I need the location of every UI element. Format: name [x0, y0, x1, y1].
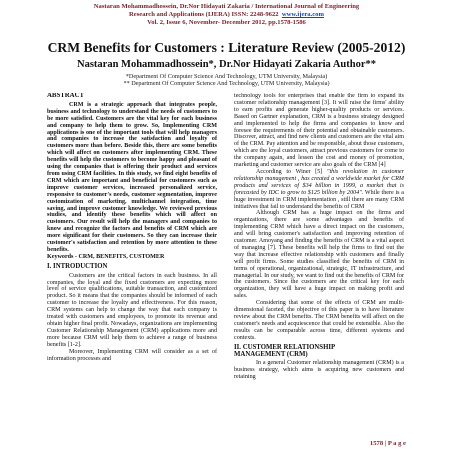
journal-header-line-2	[0, 11, 453, 19]
introduction-paragraph-1: Customers are the critical factors in each business. In all companies, the loyal and the fixed customers are expecting more level of service qualifications, suitable transaction, and customized product. So it means that the companies should be informed of each customer to increase the loyalty and effectiveness. For this reason, CRM systems can help to change the way that each company is treated with customers and employees, to promote its revenue and obtain higher final profit. Nowadays, organizations are implementing Customer Relationship Management (CRM) applications more and more because CRM will help them to achieve a range of business benefits [1-2].	[47, 272, 217, 348]
affiliation-1: *Department Of Computer Science And Technology, UTM University, Malaysia)	[125, 73, 328, 80]
affiliation-2: ** Department Of Computer Science And Technology, UTM University, Malaysia)	[123, 80, 330, 87]
left-column	[47, 93, 217, 445]
page-number: 1578 | P a g e	[369, 440, 406, 447]
section-2-heading	[234, 345, 404, 359]
journal-issn-text: Research and Applications (IJERA) ISSN: 2248-9622	[129, 11, 279, 18]
right-paragraph-2	[234, 169, 404, 210]
right-paragraph-3: Although CRM has a huge impact on the firms and organizations, there are some advantages and benefits of implementing CRM which have a direct impact on the customers, and will bring customer's satisfaction and improving retention of customer. Amoyang and finding the benefits of CRM is a vital aspect of managing [7]. These benefits will help the firms to find out the way that increase effective relationship with customers and finally will profit firms. Some studies classified the benefits of CRM in terms of operational, organizational, strategic, IT infrastructure, and managerial. In our study, we want to find out the benefits of CRM for the customers. Since the customers are the critical key for each organization, they will have a huge impact on making profit and sales.	[234, 210, 404, 300]
paper-title: CRM Benefits for Customers : Literature Review (2005-2012)	[47, 40, 406, 55]
abstract-heading: ABSTRACT	[47, 93, 85, 99]
introduction-heading: I. INTRODUCTION	[47, 262, 108, 270]
journal-header-line-3: Vol. 2, Issue 6, November- December 2012, pp.1578-1586	[147, 19, 306, 26]
journal-header	[0, 3, 453, 27]
winer-quote: "this revolution in customer relationship management , has created a worldwide market for CRM products and services of $34 billion in 1999, a market that is forecasted by IDC to grow to $125 billion by 2004".	[234, 168, 404, 196]
right-paragraph-5: In a general Customer relationship management (CRM) is a business strategy, which aims is acquiring new customers and retaining	[234, 360, 404, 381]
right-paragraph-1: technology tools for enterprises that enable the firm to expand its customer relationship management [3]. It will raise the firms' ability to earn profits and generate higher-quality products or services. Based on Gartner explanation, CRM is a business strategy designed and implemented to help the firms and companies to know and foresee the requirements of their potential and obtainable customers. Discover, attract, and find new clients and customers are the vital aim of the CRM. Pay attention and be responsible, about those customers, which are the loyal customers, attract previous customers for come to the company again, and lessen the cost and money of promotion, marketing and customer service are also goals of the CRM [4]	[234, 93, 404, 169]
winer-paragraph-end: While there is a huge investment in CRM implementation , still there are many CRM initiatives that fail to understand the benefits of CRM	[234, 189, 404, 210]
section-2-heading-line-2: MANAGEMENT (CRM)	[234, 350, 308, 358]
journal-website-link[interactable]: www.ijera.com	[281, 11, 324, 18]
right-column	[234, 93, 404, 438]
keywords: Keywords - CRM, BENEFITS, CUSTOMER	[47, 253, 165, 260]
paper-authors: Nastaran Mohammadhossein*, Dr.Nor Hidayati Zakaria Author**	[77, 59, 376, 70]
journal-header-line-1: Nastaran Mohammadhossein, Dr.Nor Hidayati Zakaria / International Journal of Engineering	[93, 3, 360, 10]
winer-citation-text: According to Winer [5]	[256, 168, 327, 175]
abstract-text: CRM is a strategic approach that integrates people, business and technology to understand the needs of customers to be more satisfied. Customers are the vital key for each business and company to help them to grow. So, Implementing CRM applications is one of the important tools that will help managers and companies to increase the satisfaction and loyalty of customers more than before. Beside this, there are some benefits which will affect on customers after implementing CRM. These benefits will help the customers to become happy and pleasant of using the companies that is offering their product and services from using CRM facilities. In this study, we find eight benefits of CRM which are important and beneficial for customers such as improve customer services, increased personalized service, responsive to customer's needs, customer segmentation, improve customization of marketing, multichannel integration, time saving, and improve customer knowledge. We reviewed previous studies, and identify these benefits which will affect on customers. Our result will help the managers and companies to know and recognize the factors and benefits of CRM which are more significant for their customers. So they can increase their customer's satisfaction and retention by more attention to these benefits.	[47, 101, 217, 253]
right-paragraph-4: Considering that some of the effects of CRM are multi-dimensional faceted, the objective of this paper is to have literature review about the CRM benefits. The CRM benefits will affect on the customer's needs and acquiescence that could be extensible. Also the results can be comparable across time, different systems and contexts.	[234, 300, 404, 341]
section-2-heading-line-1: II. CUSTOMER RELATIONSHIP	[234, 343, 336, 351]
introduction-paragraph-2: Moreover, Implementing CRM will consider as a set of information processes and	[47, 348, 217, 362]
